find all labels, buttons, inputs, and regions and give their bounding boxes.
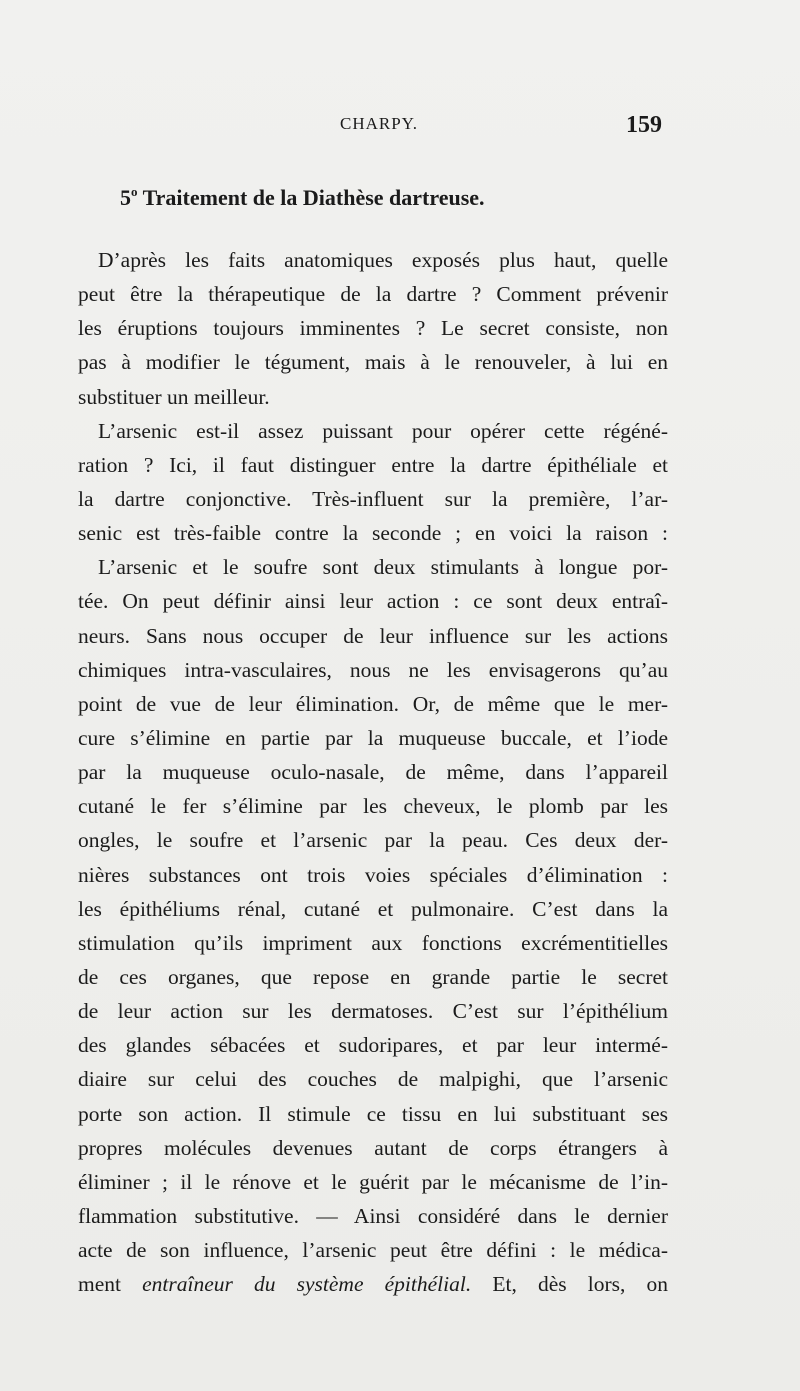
- text-line: cutané le fer s’élimine par les cheveux, le plomb par les: [78, 794, 668, 819]
- running-header: [70, 112, 670, 138]
- text-line: les éruptions toujours imminentes ? Le secret consiste, non: [78, 316, 668, 341]
- text-line: L’arsenic est-il assez puissant pour opérer cette régéné-: [98, 418, 668, 443]
- text-line: ongles, le soufre et l’arsenic par la peau. Ces deux der-: [78, 828, 668, 853]
- text-line: éliminer ; il le rénove et le guérit par le mécanisme de l’in-: [78, 1169, 668, 1194]
- text-line: cure s’élimine en partie par la muqueuse buccale, et l’iode: [78, 725, 668, 750]
- text-line: tée. On peut définir ainsi leur action : ce sont deux entraî-: [78, 589, 668, 614]
- text-line: point de vue de leur élimination. Or, de même que le mer-: [78, 691, 668, 716]
- text-line: de ces organes, que repose en grande partie le secret: [78, 964, 668, 989]
- text-line: chimiques intra-vasculaires, nous ne les envisagerons qu’au: [78, 657, 668, 682]
- text-line: diaire sur celui des couches de malpighi, que l’arsenic: [78, 1067, 668, 1092]
- section-heading: [120, 184, 680, 211]
- text-line: propres molécules devenues autant de corps étrangers à: [78, 1135, 668, 1160]
- text-line: neurs. Sans nous occuper de leur influence sur les actions: [78, 623, 668, 648]
- text-line: substituer un meilleur.: [78, 384, 270, 409]
- text-line: flammation substitutive. — Ainsi considéré dans le dernier: [78, 1203, 668, 1228]
- text-line: porte son action. Il stimule ce tissu en lui substituant ses: [78, 1101, 668, 1126]
- text-line: les épithéliums rénal, cutané et pulmonaire. C’est dans la: [78, 896, 668, 921]
- section-number: 5: [120, 185, 131, 210]
- running-title: CHARPY.: [340, 114, 419, 133]
- body-text: [78, 243, 668, 1301]
- text-line: par la muqueuse oculo-nasale, de même, dans l’appareil: [78, 760, 668, 785]
- section-title: Traitement de la Diathèse dartreuse.: [137, 185, 485, 210]
- text-line: acte de son influence, l’arsenic peut être défini : le médica-: [78, 1238, 668, 1263]
- text-line: nières substances ont trois voies spéciales d’élimination :: [78, 862, 668, 887]
- text-line: la dartre conjonctive. Très-influent sur la première, l’ar-: [78, 486, 668, 511]
- text-line: ration ? Ici, il faut distinguer entre la dartre épithéliale et: [78, 452, 668, 477]
- final-line-start: ment: [78, 1272, 143, 1297]
- text-line: stimulation qu’ils impriment aux fonctions excrémentitielles: [78, 930, 668, 955]
- text-line: L’arsenic et le soufre sont deux stimulants à longue por-: [98, 555, 668, 580]
- text-line: peut être la thérapeutique de la dartre ? Comment prévenir: [78, 282, 668, 307]
- italic-phrase: entraîneur du système épithélial.: [142, 1272, 472, 1297]
- page-number: 159: [626, 112, 662, 138]
- final-line-end: Et, dès lors, on: [471, 1272, 668, 1297]
- text-line: senic est très-faible contre la seconde ; en voici la raison :: [78, 521, 668, 546]
- text-line: de leur action sur les dermatoses. C’est sur l’épithélium: [78, 999, 668, 1024]
- text-line-final: [78, 1267, 668, 1301]
- text-line: pas à modifier le tégument, mais à le renouveler, à lui en: [78, 350, 668, 375]
- text-line: D’après les faits anatomiques exposés plus haut, quelle: [98, 248, 668, 272]
- section-number-superscript: o: [131, 184, 138, 199]
- text-line: des glandes sébacées et sudoripares, et par leur intermé-: [78, 1033, 668, 1058]
